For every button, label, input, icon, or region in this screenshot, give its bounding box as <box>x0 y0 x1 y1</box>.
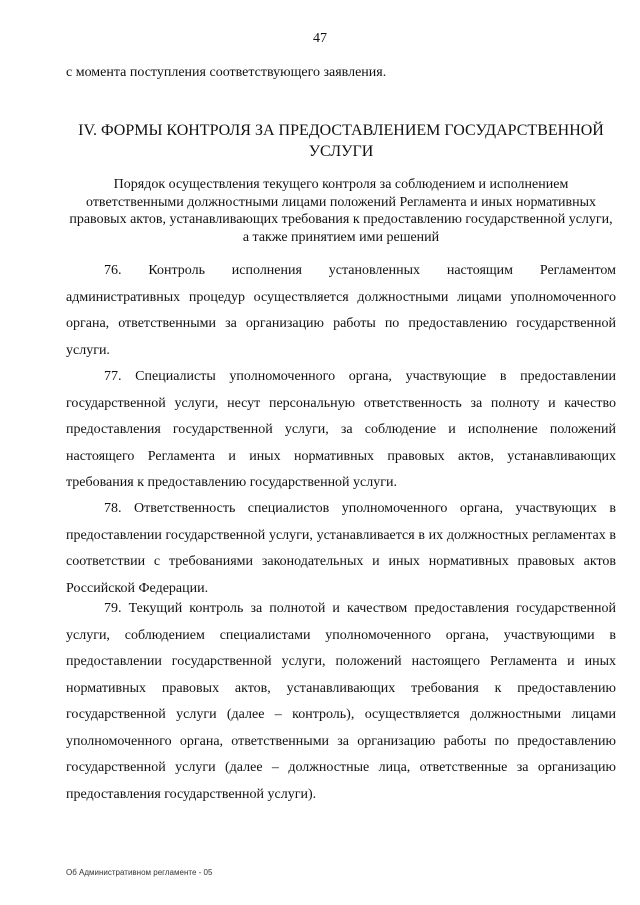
paragraph-77: 77. Специалисты уполномоченного органа, участвующие в предоставлении государственной услуги, несут персональную ответственность за полноту и качество предоставления государственной услуги, за соблюдение и исполнение положений настоящего Регламента и иных нормативных правовых актов, устанавливающих требования к предоставлению государственной услуги. <box>66 369 616 490</box>
section-title: IV. ФОРМЫ КОНТРОЛЯ ЗА ПРЕДОСТАВЛЕНИЕМ ГОСУДАРСТВЕННОЙ УСЛУГИ <box>78 122 604 160</box>
paragraph-78: 78. Ответственность специалистов уполномоченного органа, участвующих в предоставлении государственной услуги, устанавливается в их должностных регламентах в соответствии с требованиями законодательных и иных нормативных правовых актов Российской Федерации. <box>66 501 616 596</box>
paragraph-79: 79. Текущий контроль за полнотой и качеством предоставления государственной услуги, соблюдением специалистами уполномоченного органа, участвующими в предоставлении государственной услуги, положений настоящего Регламента и иных нормативных правовых актов, устанавливающих требования к предоставлению государственной услуги (далее – контроль), осуществляется должностными лицами уполномоченного органа, ответственными за организацию работы по предоставлению государственной услуги (далее – должностные лица, ответственные за организацию предоставления государственной услуги). <box>66 601 616 802</box>
section-subtitle: Порядок осуществления текущего контроля за соблюдением и исполнением ответственными должностными лицами положений Регламента и иных нормативных правовых актов, устанавливающих требования к предоставлению государственной услуги, а также принятием ими решений <box>69 177 613 245</box>
page-number: 47 <box>313 31 327 46</box>
footer-note: Об Административном регламенте - 05 <box>66 868 213 877</box>
paragraph-76: 76. Контроль исполнения установленных настоящим Регламентом административных процедур осуществляется должностными лицами уполномоченного органа, ответственными за организацию работы по предоставлению государственной услуги. <box>66 263 616 358</box>
carry-over-text: с момента поступления соответствующего заявления. <box>66 65 387 80</box>
